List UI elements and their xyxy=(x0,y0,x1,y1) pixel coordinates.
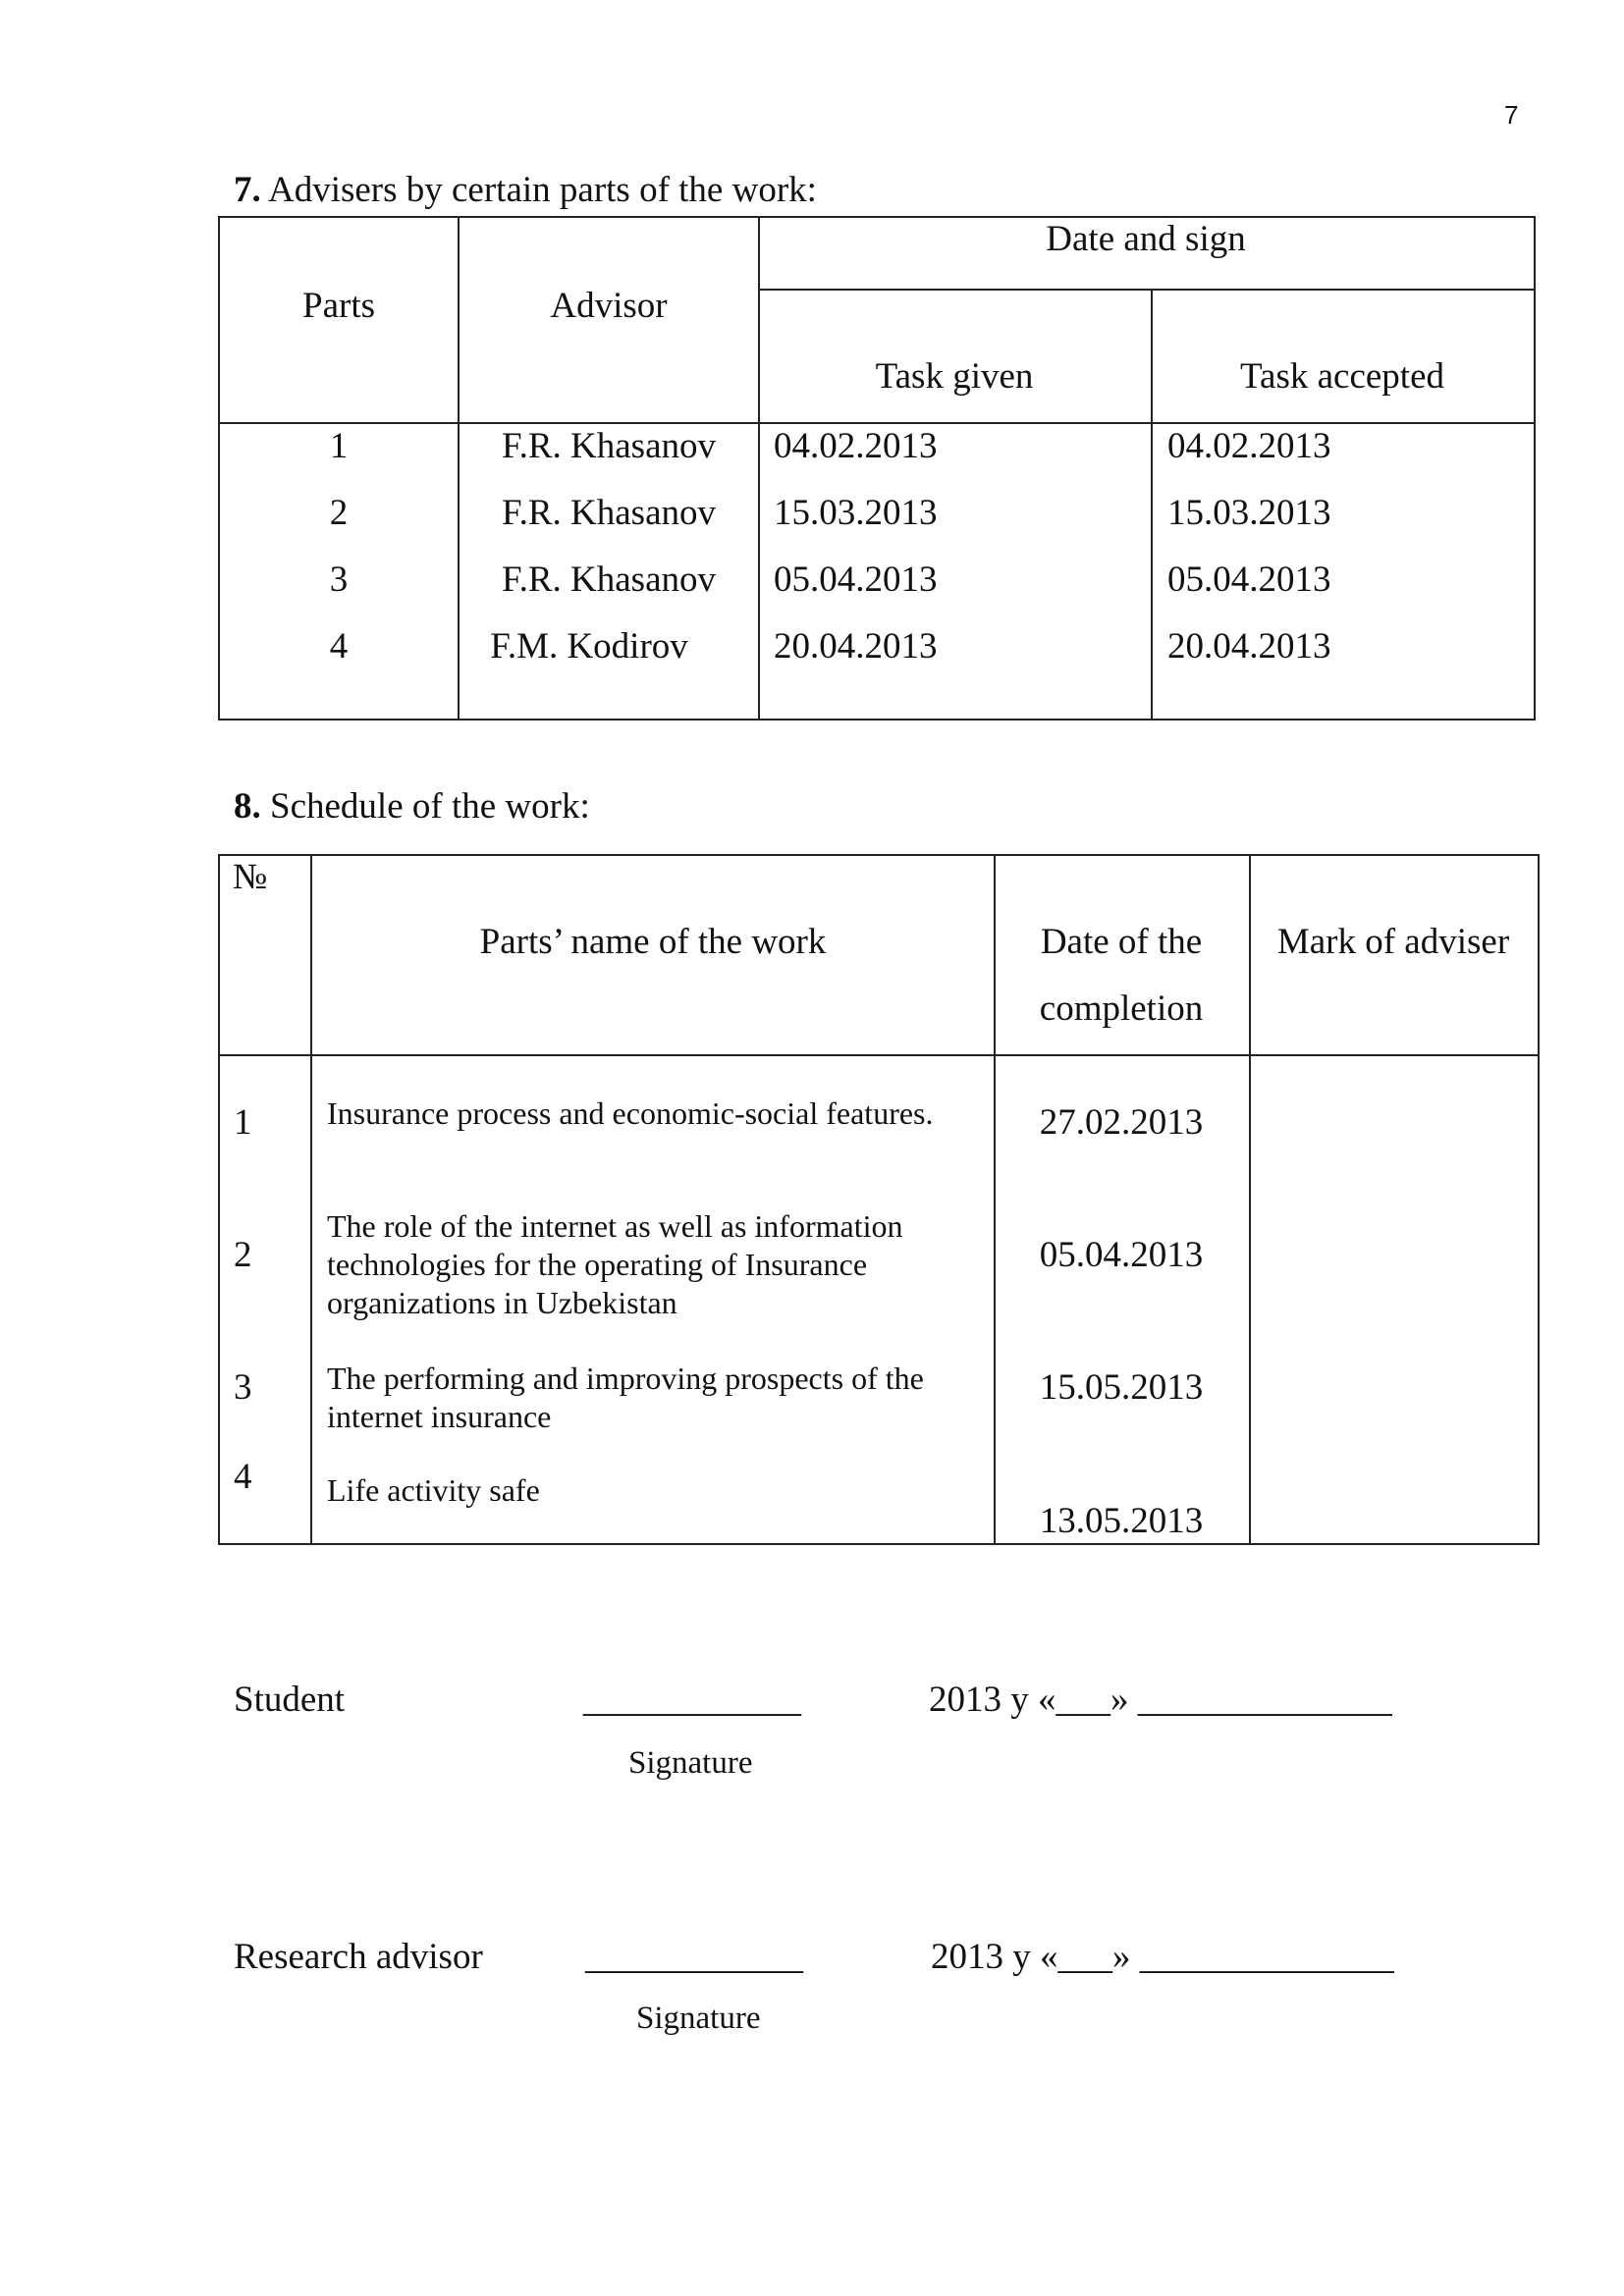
table-row-advisor: F.R. Khasanov xyxy=(501,560,717,600)
header-number: № xyxy=(233,857,268,897)
table-row-given: 04.02.2013 xyxy=(774,426,938,466)
section-7-title-text: Advisers by certain parts of the work: xyxy=(267,170,817,210)
table-row-accepted: 04.02.2013 xyxy=(1167,426,1331,466)
section-8-number: 8. xyxy=(234,786,261,827)
table-row-advisor: F.M. Kodirov xyxy=(490,626,688,667)
list-item-date: 13.05.2013 xyxy=(1039,1501,1204,1541)
header-mark-of-adviser: Mark of adviser xyxy=(1276,922,1510,962)
table-row-part: 2 xyxy=(329,493,349,533)
student-signature-line: ____________ xyxy=(583,1680,801,1720)
list-item-number: 3 xyxy=(234,1367,252,1408)
header-date-line1: Date of the xyxy=(1040,922,1203,962)
page-number: 7 xyxy=(1504,100,1519,130)
advisor-signature-caption: Signature xyxy=(636,2001,761,2036)
advisor-signature-line: ____________ xyxy=(585,1937,803,1977)
section-7-title xyxy=(234,169,817,211)
table-row-part: 3 xyxy=(329,560,349,600)
list-item-date: 15.05.2013 xyxy=(1039,1367,1204,1408)
list-item-name: Insurance process and economic-social features. xyxy=(327,1095,934,1131)
table-row-given: 20.04.2013 xyxy=(774,626,938,667)
header-advisor: Advisor xyxy=(550,286,668,326)
table-row-accepted: 05.04.2013 xyxy=(1167,560,1331,600)
advisor-date-line: 2013 y «___» ______________ xyxy=(931,1937,1394,1977)
student-signature-caption: Signature xyxy=(628,1745,753,1781)
section-7-number: 7. xyxy=(234,170,261,210)
header-parts: Parts xyxy=(302,286,375,326)
table-row-advisor: F.R. Khasanov xyxy=(501,493,717,533)
header-date-and-sign: Date and sign xyxy=(1046,219,1246,259)
section-8-title xyxy=(234,785,590,828)
table-row-accepted: 15.03.2013 xyxy=(1167,493,1331,533)
table-row-accepted: 20.04.2013 xyxy=(1167,626,1331,667)
list-item-name: Life activity safe xyxy=(327,1472,540,1508)
list-item-date: 27.02.2013 xyxy=(1039,1102,1204,1143)
table-row-part: 4 xyxy=(329,626,349,667)
header-parts-name: Parts’ name of the work xyxy=(479,922,827,962)
section-8-title-text: Schedule of the work: xyxy=(270,786,590,827)
header-task-accepted: Task accepted xyxy=(1240,356,1444,397)
student-label: Student xyxy=(234,1680,346,1720)
research-advisor-label: Research advisor xyxy=(234,1937,483,1977)
list-item-number: 2 xyxy=(234,1235,252,1275)
list-item-number: 4 xyxy=(234,1457,252,1497)
list-item-name: The performing and improving prospects of the internet insurance xyxy=(327,1361,924,1434)
table-row-part: 1 xyxy=(329,426,349,466)
list-item-name: The role of the internet as well as information technologies for the operating of Insurance organizations in Uzbekistan xyxy=(327,1208,903,1320)
header-task-given: Task given xyxy=(875,356,1034,397)
table-row-advisor: F.R. Khasanov xyxy=(501,426,717,466)
table-row-given: 15.03.2013 xyxy=(774,493,938,533)
student-date-line: 2013 y «___» ______________ xyxy=(929,1680,1392,1720)
header-date-line2: completion xyxy=(1039,988,1204,1029)
list-item-number: 1 xyxy=(234,1102,252,1143)
table-row-given: 05.04.2013 xyxy=(774,560,938,600)
list-item-date: 05.04.2013 xyxy=(1039,1235,1204,1275)
